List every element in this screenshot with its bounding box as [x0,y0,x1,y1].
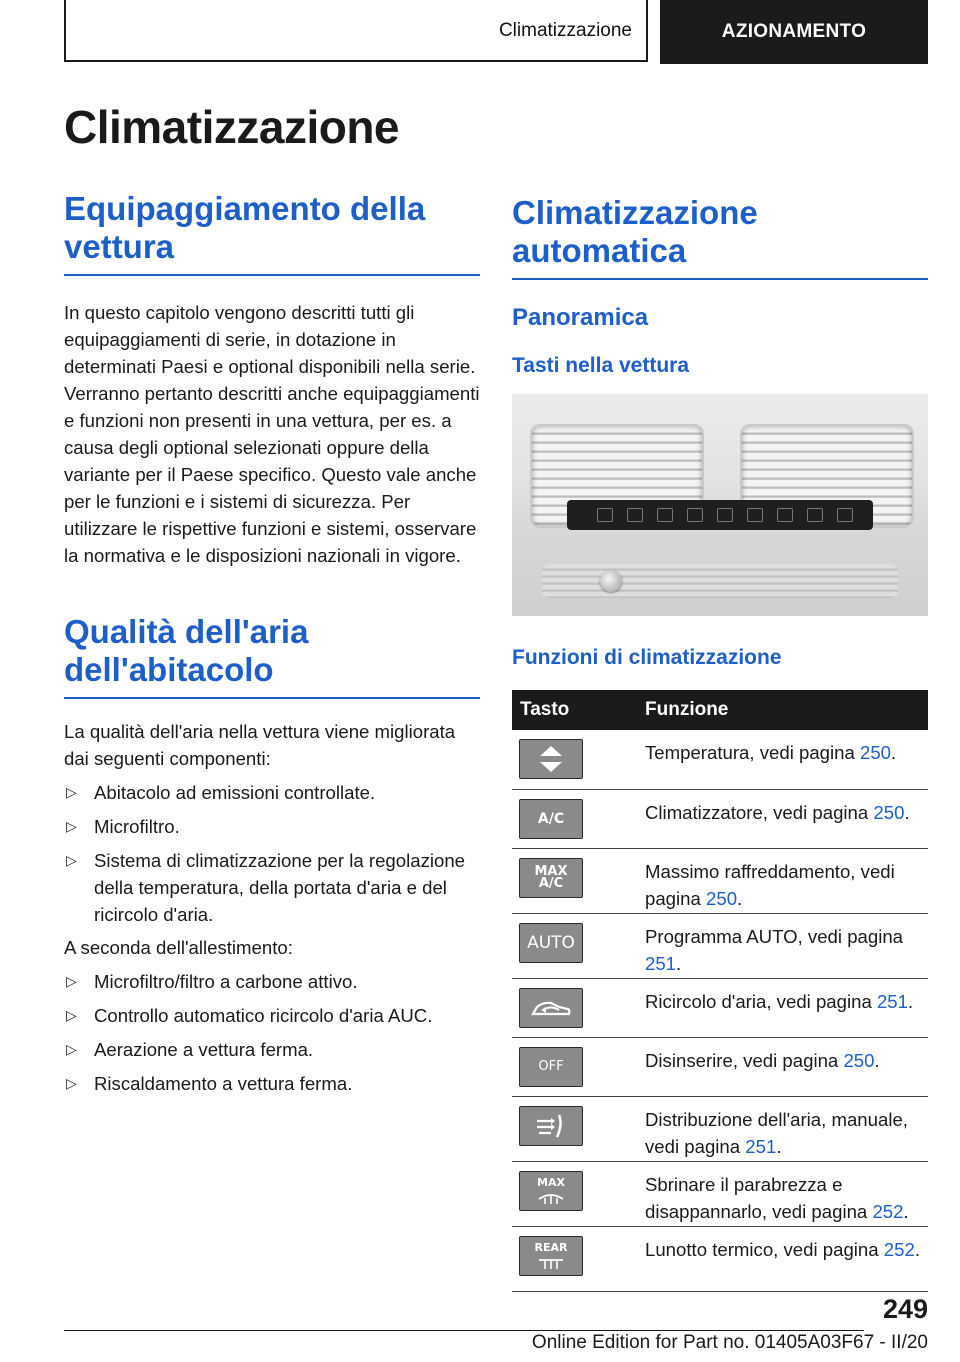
triangle-bullet-icon: ▷ [66,852,77,868]
column-header-key: Tasto [512,690,637,730]
page-link[interactable]: 252 [872,1200,904,1222]
climate-panel-photo [512,394,928,616]
table-row: MAX A/C Massimo raffreddamento, vedi pagina 250. [512,848,928,913]
max-defrost-icon: MAX [519,1171,583,1211]
triangle-bullet-icon: ▷ [66,973,77,989]
equipment-dependent-intro: A seconda dell'allestimento: [64,937,293,958]
page-title: Climatizzazione [64,101,400,153]
max-ac-icon: MAX A/C [519,858,583,898]
list-item: ▷ Riscaldamento a vettura ferma. [64,1070,480,1097]
table-row: Distribuzione dell'aria, manuale, vedi pagina 251. [512,1096,928,1161]
table-row: REAR Lunotto termico, vedi pagina 252. [512,1226,928,1291]
section-title-automatic-climate: Climatizzazione automatica [512,190,928,280]
page-link[interactable]: 250 [873,801,905,823]
triangle-bullet-icon: ▷ [66,1007,77,1023]
list-item: ▷ Abitacolo ad emissioni controllate. [64,779,480,806]
air-distribution-icon [519,1106,583,1146]
table-row: Ricircolo d'aria, vedi pagina 251. [512,978,928,1037]
climate-functions-table [512,690,928,1292]
page-link[interactable]: 251 [745,1135,777,1157]
auto-icon: AUTO [519,923,583,963]
climate-button-strip [567,500,873,530]
section-title-air-quality: Qualità dell'aria dell'abitacolo [64,613,480,699]
header-chapter-tab: AZIONAMENTO [660,0,928,64]
triangle-bullet-icon: ▷ [66,1041,77,1057]
list-item: ▷ Aerazione a vettura ferma. [64,1036,480,1063]
off-icon: OFF [519,1047,583,1087]
rear-defrost-icon: REAR [519,1236,583,1276]
column-header-function: Funzione [637,690,928,730]
list-item: ▷ Microfiltro/filtro a carbone attivo. [64,968,480,995]
edition-footer: Online Edition for Part no. 01405A03F67 - II/20 [531,1332,928,1353]
vent-knob [600,570,622,592]
section-title-equipment: Equipaggiamento della vettura [64,190,480,276]
triangle-bullet-icon: ▷ [66,784,77,800]
subheading-climate-functions: Funzioni di climatizzazione [512,646,782,669]
table-header-row [512,690,928,730]
table-row: Temperatura, vedi pagina 250. [512,730,928,789]
table-row: AUTO Programma AUTO, vedi pagina 251. [512,913,928,978]
list-item: ▷ Sistema di climatizzazione per la regolazione della temperatura, della portata d'aria e del ricircolo d'aria. [64,847,480,928]
list-item: ▷ Microfiltro. [64,813,480,840]
page-link[interactable]: 250 [843,1049,875,1071]
header-section-box [64,0,648,62]
ac-icon: A/C [519,799,583,839]
lower-air-vent [542,564,898,598]
temperature-arrows-icon [519,739,583,779]
footer-divider [64,1330,864,1331]
air-quality-intro: La qualità dell'aria nella vettura viene migliorata dai seguenti componenti: [64,721,456,769]
table-row: MAX Sbrinare il parabrezza e disappannarlo, vedi pagina 252. [512,1161,928,1226]
table-row: A/C Climatizzatore, vedi pagina 250. [512,789,928,848]
list-item: ▷ Controllo automatico ricircolo d'aria AUC. [64,1002,480,1029]
page-link[interactable]: 251 [645,952,677,974]
table-row: OFF Disinserire, vedi pagina 250. [512,1037,928,1096]
air-quality-list [64,779,480,928]
triangle-bullet-icon: ▷ [66,1075,77,1091]
left-column [64,190,480,1097]
triangle-bullet-icon: ▷ [66,818,77,834]
optional-equipment-list [64,968,480,1097]
header-section-title: Climatizzazione [498,20,632,41]
page-link[interactable]: 251 [876,990,908,1012]
page-header [64,0,928,64]
recirculation-icon [519,988,583,1028]
subheading-buttons: Tasti nella vettura [512,354,690,377]
page-link[interactable]: 250 [860,742,892,763]
page-link[interactable]: 250 [706,887,738,909]
page-link[interactable]: 252 [883,1238,915,1260]
subheading-overview: Panoramica [512,304,649,331]
page-number: 249 [882,1294,928,1324]
equipment-paragraph: In questo capitolo vengono descritti tutti gli equipaggiamenti di serie, in dotazione in determinati Paesi e optional disponibili nella serie. Verranno pertanto descritti anche equipaggiamenti e funzioni non presenti in una vettura, per es. a causa degli optional selezionati oppure della variante per il Paese specifico. Questo vale anche per le funzioni e i sistemi di sicurezza. Per utilizzare le rispettive funzioni e sistemi, osservare la normativa e le disposizioni nazionali in vigore. [64,302,480,566]
right-column [512,190,928,1292]
